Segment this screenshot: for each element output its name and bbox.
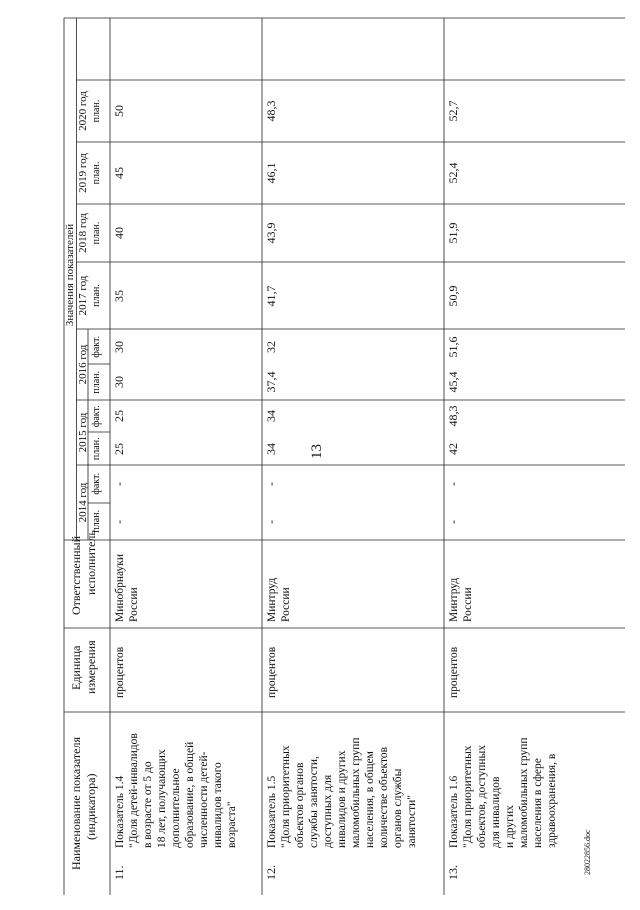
table-text xyxy=(64,91,558,880)
row-indicator-name-line: Показатель 1.5 xyxy=(266,775,278,848)
row-indicator-name-line: инвалидов такого xyxy=(212,762,224,848)
header-year-label: 2018 год xyxy=(77,213,89,253)
row-indicator-name-line: инвалидов и других xyxy=(336,750,348,848)
row-value: 48,3 xyxy=(264,100,278,122)
header-subcol-plan: план. xyxy=(91,370,102,394)
row-indicator-name-line: доступных для xyxy=(322,774,334,848)
header-year-label: 2016 год xyxy=(77,344,89,385)
row-responsible: России xyxy=(462,587,474,622)
header-year-label: 2015 год xyxy=(77,412,89,453)
row-value: 43,9 xyxy=(264,222,278,244)
row-indicator-name-line: "Доля приоритетных xyxy=(280,745,292,848)
row-indicator-name-line: дополнительное xyxy=(170,768,182,848)
row-value: - xyxy=(264,482,278,486)
row-indicator-name-line: органов службы xyxy=(392,768,404,848)
row-indicator-name-line: объектов, доступных xyxy=(476,744,488,848)
row-unit: процентов xyxy=(266,646,278,698)
header-subcol-plan: план. xyxy=(91,284,102,307)
row-indicator-name-line: возраста" xyxy=(226,801,238,848)
page-number: 13 xyxy=(309,444,325,459)
row-value: 45,4 xyxy=(446,371,460,393)
row-indicator-name-line: занятости" xyxy=(406,795,418,848)
row-value: 37,4 xyxy=(264,371,278,393)
row-unit: процентов xyxy=(114,646,126,698)
row-value: 42 xyxy=(446,443,460,455)
row-indicator-name-line: службы занятости, xyxy=(308,756,320,848)
row-value: 45 xyxy=(112,167,126,179)
row-value: - xyxy=(112,482,126,486)
row-value: 46,1 xyxy=(264,162,278,184)
row-number: 11. xyxy=(112,865,126,880)
header-year-label: 2020 год xyxy=(77,91,89,131)
row-indicator-name-line: населения в сфере xyxy=(532,758,544,848)
row-value: 48,3 xyxy=(446,405,460,427)
row-responsible: Минтруд xyxy=(266,577,278,622)
row-indicator-name-line: в возрасте от 5 до xyxy=(142,761,154,848)
row-indicator-name-line: объектов органов xyxy=(294,762,306,848)
row-responsible: Минтруд xyxy=(448,577,460,622)
header-responsible: исполнитель xyxy=(84,530,98,595)
row-value: - xyxy=(446,482,460,486)
row-value: - xyxy=(112,520,126,524)
header-subcol-plan: план. xyxy=(91,161,102,185)
row-indicator-name-line: населения, в общем xyxy=(364,751,376,848)
header-year-label: 2019 год xyxy=(77,153,89,193)
row-value: 32 xyxy=(264,341,278,353)
row-indicator-name-line: здравоохранения, в xyxy=(546,753,558,848)
header-responsible: Ответственный xyxy=(69,535,83,615)
header-subcol-plan: план. xyxy=(91,99,102,123)
header-values-group: Значения показателей xyxy=(64,223,76,327)
row-value: 40 xyxy=(112,227,126,239)
row-value: 50 xyxy=(112,105,126,117)
row-indicator-name-line: образование, в общей xyxy=(184,741,196,848)
row-responsible: России xyxy=(280,587,292,622)
row-indicator-name-line: Показатель 1.6 xyxy=(448,775,460,848)
row-indicator-name-line: Показатель 1.4 xyxy=(114,775,126,848)
header-year-label: 2014 год xyxy=(77,482,89,523)
row-value: 52,7 xyxy=(446,100,460,122)
header-year-label: 2017 год xyxy=(77,275,89,316)
row-value: 52,4 xyxy=(446,162,460,184)
row-value: 34 xyxy=(264,410,278,422)
row-indicator-name-line: количестве объектов xyxy=(378,747,390,848)
row-indicator-name-line: для инвалидов xyxy=(490,776,502,848)
header-subcol-plan: план. xyxy=(91,221,102,245)
row-number: 13. xyxy=(446,865,460,880)
header-unit: Единица xyxy=(69,645,83,690)
row-indicator-name-line: численности детей- xyxy=(198,751,210,848)
row-value: 25 xyxy=(112,443,126,455)
row-value: 35 xyxy=(112,290,126,302)
row-indicator-name-line: и других xyxy=(504,805,516,848)
row-number: 12. xyxy=(264,865,278,880)
row-responsible: России xyxy=(128,587,140,622)
document-footer-code: 28022856.doc xyxy=(583,829,592,875)
row-value: 30 xyxy=(112,376,126,388)
header-subcol-plan: план. xyxy=(91,509,102,533)
row-unit: процентов xyxy=(448,646,460,698)
row-indicator-name-line: "Доля детей-инвалидов xyxy=(128,733,140,848)
row-value: 25 xyxy=(112,410,126,422)
row-value: 51,9 xyxy=(446,222,460,244)
header-unit: измерения xyxy=(84,640,98,694)
row-value: 41,7 xyxy=(264,285,278,307)
header-subcol-fact: факт. xyxy=(91,405,102,428)
header-subcol-plan: план. xyxy=(91,437,102,461)
row-value: - xyxy=(446,520,460,524)
header-subcol-fact: факт. xyxy=(91,472,102,495)
header-indicator-name: (индикатора) xyxy=(84,773,98,840)
row-value: 51,6 xyxy=(446,336,460,358)
row-value: 30 xyxy=(112,341,126,353)
row-value: 34 xyxy=(264,443,278,455)
row-indicator-name-line: маломобильных групп xyxy=(350,737,362,848)
header-subcol-fact: факт. xyxy=(91,335,102,358)
row-indicator-name-line: "Доля приоритетных xyxy=(462,745,474,848)
row-value: - xyxy=(264,520,278,524)
row-indicator-name-line: маломобильных групп xyxy=(518,737,530,848)
row-indicator-name-line: 18 лет, получающих xyxy=(156,749,168,848)
row-responsible: Минобрнауки xyxy=(114,553,126,622)
row-value: 50,9 xyxy=(446,285,460,307)
header-indicator-name: Наименование показателя xyxy=(69,737,83,870)
